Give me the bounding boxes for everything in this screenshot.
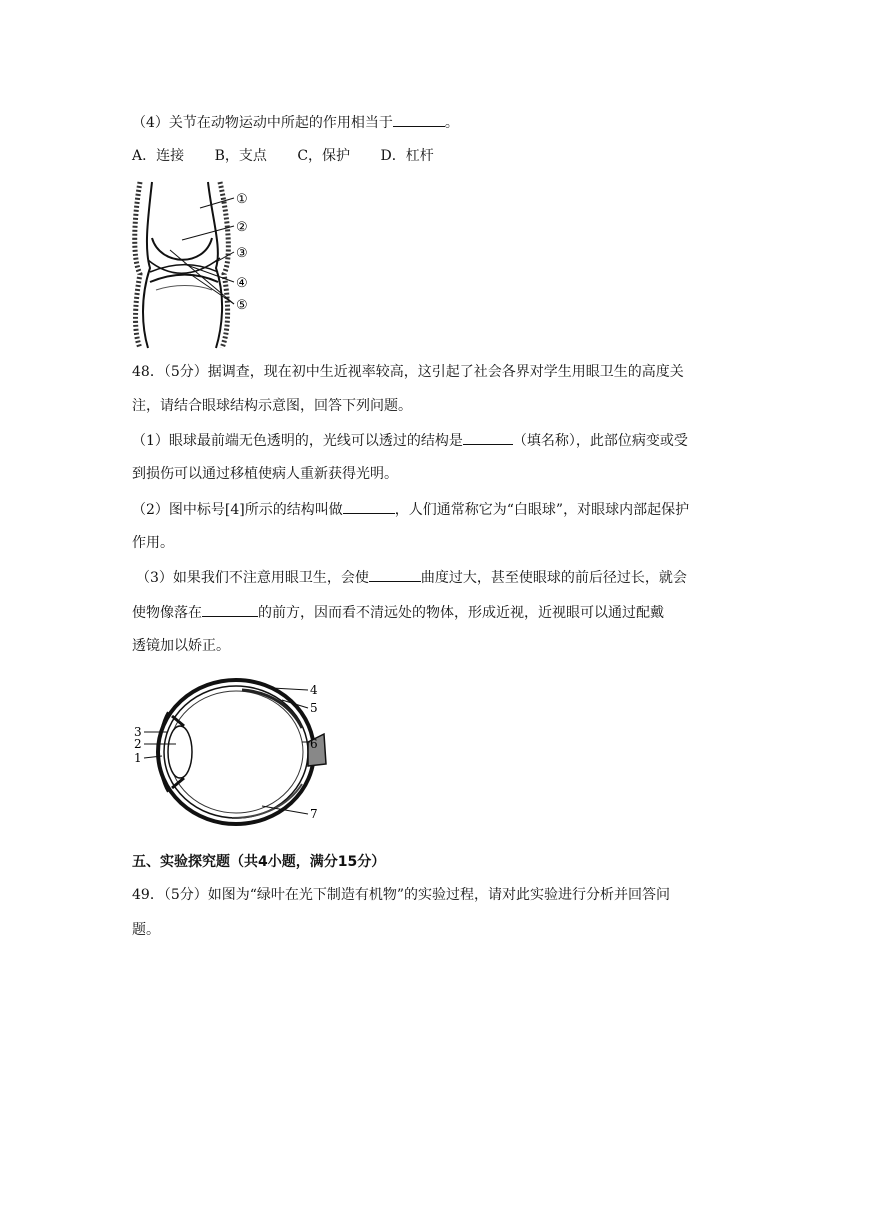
- option-d: D．杠杆: [380, 148, 434, 164]
- eye-label-7: 7: [310, 807, 318, 821]
- q48-part3-line2: 使物像落在 的前方，因而看不清远处的物体，形成近视，近视眼可以通过配戴: [132, 602, 664, 623]
- answer-blank: [343, 499, 395, 514]
- eye-label-5: 5: [310, 701, 318, 715]
- eye-label-3: 3: [134, 725, 142, 739]
- joint-label-5: ⑤: [236, 298, 248, 313]
- eye-label-4: 4: [310, 683, 318, 697]
- joint-label-4: ④: [236, 276, 248, 291]
- eyeball-diagram: [132, 668, 328, 834]
- q48-intro-line2: 注，请结合眼球结构示意图，回答下列问题。: [132, 398, 412, 414]
- section-heading: 五、实验探究题（共4小题，满分15分）: [132, 854, 386, 870]
- q48-part3-line3: 透镜加以娇正。: [132, 638, 230, 654]
- answer-blank: [393, 112, 445, 127]
- joint-label-3: ③: [236, 246, 248, 261]
- q49-line2: 题。: [132, 922, 160, 938]
- option-b: B，支点: [214, 148, 267, 164]
- q48-intro-line1: 48．（5分）据调查，现在初中生近视率较高，这引起了社会各界对学生用眼卫生的高度关: [132, 364, 684, 380]
- q49-line1: 49．（5分）如图为“绿叶在光下制造有机物”的实验过程，请对此实验进行分析并回答问: [132, 887, 671, 903]
- answer-blank: [369, 567, 421, 582]
- q48-part1-line2: 到损伤可以通过移植使病人重新获得光明。: [132, 466, 398, 482]
- joint-diagram: [130, 178, 270, 350]
- q48-part3-line1: （3）如果我们不注意用眼卫生，会使 曲度过大，甚至使眼球的前后径过长，就会: [136, 567, 687, 588]
- option-c: C，保护: [297, 148, 351, 164]
- joint-label-2: ②: [236, 220, 248, 235]
- eye-label-2: 2: [134, 737, 142, 751]
- eye-label-6: 6: [310, 737, 318, 751]
- eye-label-1: 1: [134, 751, 142, 765]
- answer-blank: [202, 602, 258, 617]
- answer-blank: [463, 430, 513, 445]
- q48-part2-line1: （2）图中标号[4]所示的结构叫做 ，人们通常称它为“白眼球”，对眼球内部起保护: [132, 499, 689, 520]
- q47-4-options: [132, 146, 460, 166]
- q48-part2-line2: 作用。: [132, 535, 174, 551]
- q48-part1-line1: （1）眼球最前端无色透明的，光线可以透过的结构是 （填名称），此部位病变或受: [132, 430, 688, 451]
- joint-label-1: ①: [236, 192, 248, 207]
- q47-4-stem: （4）关节在动物运动中所起的作用相当于 。: [132, 112, 459, 133]
- option-a: A．连接: [132, 148, 185, 164]
